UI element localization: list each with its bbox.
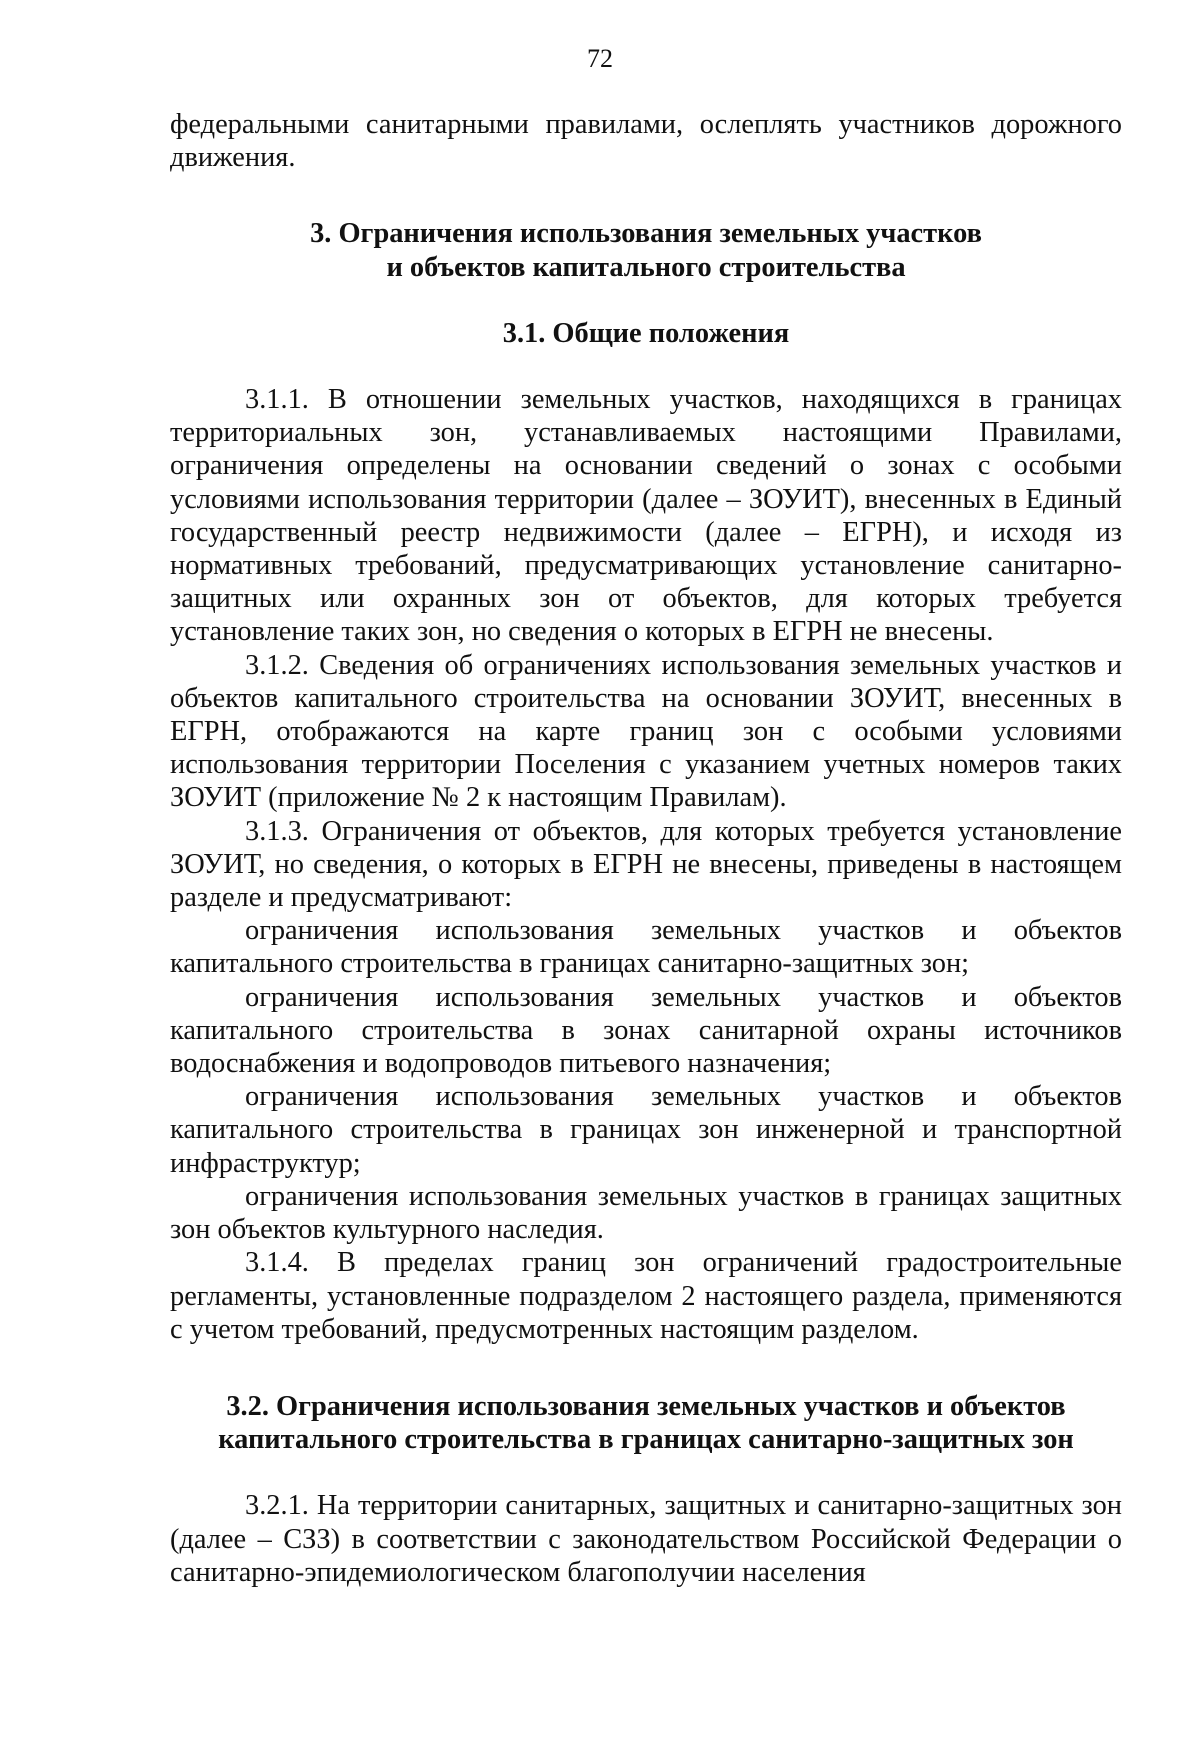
- paragraph-3-1-1: 3.1.1. В отношении земельных участков, находящихся в границах территориальных зон, устанавливаемых настоящими Правилами, ограничения определены на основании сведений о зонах с особыми условиями использования территории (далее – ЗОУИТ), внесенных в Единый государственный реестр недвижимости (далее – ЕГРН), и исходя из нормативных требований, предусматривающих установление санитарно-защитных или охранных зон от объектов, для которых требуется установление таких зон, но сведения о которых в ЕГРН не внесены.: [170, 384, 1122, 648]
- section-3-2-heading: [170, 1390, 1122, 1456]
- list-item-sanitary-zones: ограничения использования земельных участков и объектов капитального строительства в границах санитарно-защитных зон;: [170, 915, 1122, 980]
- section-3-heading-line-2: и объектов капитального строительства: [386, 251, 906, 283]
- section-3-heading: [170, 217, 1122, 283]
- list-item-heritage-zones: ограничения использования земельных участков в границах защитных зон объектов культурного наследия.: [170, 1180, 1122, 1246]
- section-3-2-heading-line-2: капитального строительства в границах санитарно-защитных зон: [218, 1424, 1074, 1456]
- list-item-infrastructure-zones: ограничения использования земельных участков и объектов капитального строительства в границах зон инженерной и транспортной инфраструктур;: [170, 1081, 1122, 1179]
- section-3-1-heading: 3.1. Общие положения: [502, 317, 790, 349]
- section-3-heading-line-1: 3. Ограничения использования земельных участков: [310, 218, 982, 250]
- paragraph-3-1-3: 3.1.3. Ограничения от объектов, для которых требуется установление ЗОУИТ, но сведения, о которых в ЕГРН не внесены, приведены в настоящем разделе и предусматривают:: [170, 815, 1122, 914]
- paragraph-3-1-4: 3.1.4. В пределах границ зон ограничений градостроительные регламенты, установленные подразделом 2 настоящего раздела, применяются с учетом требований, предусмотренных настоящим разделом.: [170, 1247, 1122, 1345]
- intro-paragraph: федеральными санитарными правилами, ослеплять участников дорожного движения.: [170, 109, 1122, 174]
- page-number: 72: [587, 44, 613, 73]
- list-item-water-protection-zones: ограничения использования земельных участков и объектов капитального строительства в зонах санитарной охраны источников водоснабжения и водопроводов питьевого назначения;: [170, 981, 1122, 1080]
- section-3-2-heading-line-1: 3.2. Ограничения использования земельных участков и объектов: [226, 1390, 1066, 1422]
- paragraph-3-2-1: 3.2.1. На территории санитарных, защитных и санитарно-защитных зон (далее – СЗЗ) в соответствии с законодательством Российской Федерации о санитарно-эпидемиологическом благополучии населения: [170, 1490, 1122, 1588]
- document-body: [170, 108, 1122, 1589]
- paragraph-3-1-2: 3.1.2. Сведения об ограничениях использования земельных участков и объектов капитального строительства на основании ЗОУИТ, внесенных в ЕГРН, отображаются на карте границ зон с особыми условиями использования территории Поселения с указанием учетных номеров таких ЗОУИТ (приложение № 2 к настоящим Правилам).: [170, 649, 1122, 814]
